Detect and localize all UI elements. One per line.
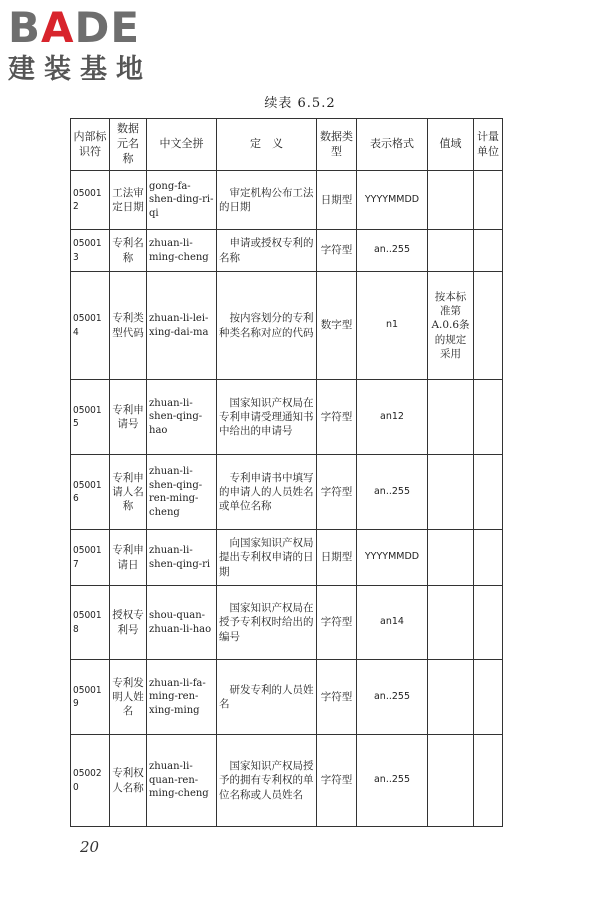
table-row — [71, 455, 503, 530]
cell-definition: 按内容划分的专利种类名称对应的代码 — [217, 272, 317, 380]
cell-range — [428, 230, 474, 272]
cell-unit — [474, 455, 503, 530]
table-row — [71, 735, 503, 827]
cell-pinyin: zhuan-li-lei-xing-dai-ma — [147, 272, 217, 380]
cell-type: 字符型 — [317, 735, 357, 827]
cell-format: YYYYMMDD — [357, 171, 428, 230]
table-title: 续表 6.5.2 — [264, 96, 336, 111]
cell-name: 授权专利号 — [110, 586, 147, 660]
cell-name: 专利申请号 — [110, 380, 147, 455]
cell-pinyin: zhuan-li-shen-qing-hao — [147, 380, 217, 455]
cell-format: an14 — [357, 586, 428, 660]
table-header-row — [71, 119, 503, 171]
cell-definition: 国家知识产权局在专利申请受理通知书中给出的申请号 — [217, 380, 317, 455]
cell-range — [428, 660, 474, 735]
cell-unit — [474, 660, 503, 735]
cell-id: 050018 — [71, 586, 110, 660]
table-row — [71, 660, 503, 735]
cell-type: 字符型 — [317, 455, 357, 530]
cell-type: 字符型 — [317, 660, 357, 735]
cell-definition: 审定机构公布工法的日期 — [217, 171, 317, 230]
cell-name: 专利申请人名称 — [110, 455, 147, 530]
cell-unit — [474, 272, 503, 380]
cell-definition: 向国家知识产权局提出专利权申请的日期 — [217, 530, 317, 586]
cell-definition: 国家知识产权局在授予专利权时给出的编号 — [217, 586, 317, 660]
cell-id: 050015 — [71, 380, 110, 455]
table-row — [71, 171, 503, 230]
cell-id: 050020 — [71, 735, 110, 827]
header-internal-id: 内部标识符 — [71, 119, 110, 171]
cell-format: an..255 — [357, 230, 428, 272]
cell-type: 日期型 — [317, 530, 357, 586]
cell-definition: 国家知识产权局授予的拥有专利权的单位名称或人员姓名 — [217, 735, 317, 827]
cell-type: 字符型 — [317, 380, 357, 455]
cell-format: an..255 — [357, 455, 428, 530]
header-element-name: 数据元名称 — [110, 119, 147, 171]
table-row — [71, 586, 503, 660]
header-unit: 计量单位 — [474, 119, 503, 171]
page-number: 20 — [80, 838, 100, 856]
cell-range — [428, 455, 474, 530]
cell-name: 专利发明人姓名 — [110, 660, 147, 735]
logo-wordmark: BADE — [8, 3, 141, 52]
cell-unit — [474, 171, 503, 230]
cell-pinyin: zhuan-li-ming-cheng — [147, 230, 217, 272]
cell-definition: 申请或授权专利的名称 — [217, 230, 317, 272]
cell-id: 050017 — [71, 530, 110, 586]
cell-format: n1 — [357, 272, 428, 380]
header-pinyin: 中文全拼 — [147, 119, 217, 171]
header-definition: 定 义 — [217, 119, 317, 171]
data-element-table — [70, 118, 503, 827]
cell-type: 日期型 — [317, 171, 357, 230]
cell-name: 工法审定日期 — [110, 171, 147, 230]
cell-range — [428, 586, 474, 660]
cell-pinyin: zhuan-li-shen-qing-ri — [147, 530, 217, 586]
cell-definition: 专利申请书中填写的申请人的人员姓名或单位名称 — [217, 455, 317, 530]
table-row — [71, 380, 503, 455]
cell-name: 专利类型代码 — [110, 272, 147, 380]
cell-type: 字符型 — [317, 230, 357, 272]
cell-range — [428, 380, 474, 455]
cell-pinyin: gong-fa-shen-ding-ri-qi — [147, 171, 217, 230]
cell-unit — [474, 735, 503, 827]
cell-range — [428, 735, 474, 827]
cell-type: 数字型 — [317, 272, 357, 380]
logo-subtitle: 建装基地 — [8, 54, 152, 85]
cell-name: 专利权人名称 — [110, 735, 147, 827]
table-row — [71, 530, 503, 586]
cell-unit — [474, 230, 503, 272]
cell-id: 050016 — [71, 455, 110, 530]
cell-format: an..255 — [357, 660, 428, 735]
cell-name: 专利申请日 — [110, 530, 147, 586]
cell-pinyin: shou-quan-zhuan-li-hao — [147, 586, 217, 660]
cell-unit — [474, 586, 503, 660]
header-format: 表示格式 — [357, 119, 428, 171]
cell-id: 050014 — [71, 272, 110, 380]
cell-id: 050012 — [71, 171, 110, 230]
cell-format: an12 — [357, 380, 428, 455]
cell-type: 字符型 — [317, 586, 357, 660]
cell-pinyin: zhuan-li-fa-ming-ren-xing-ming — [147, 660, 217, 735]
brand-logo — [8, 3, 178, 86]
table-row — [71, 272, 503, 380]
cell-format: YYYYMMDD — [357, 530, 428, 586]
cell-format: an..255 — [357, 735, 428, 827]
cell-id: 050013 — [71, 230, 110, 272]
header-data-type: 数据类型 — [317, 119, 357, 171]
cell-range — [428, 171, 474, 230]
header-value-range: 值域 — [428, 119, 474, 171]
cell-unit — [474, 530, 503, 586]
cell-id: 050019 — [71, 660, 110, 735]
cell-pinyin: zhuan-li-shen-qing-ren-ming-cheng — [147, 455, 217, 530]
cell-range — [428, 530, 474, 586]
cell-pinyin: zhuan-li-quan-ren-ming-cheng — [147, 735, 217, 827]
cell-definition: 研发专利的人员姓名 — [217, 660, 317, 735]
cell-unit — [474, 380, 503, 455]
cell-name: 专利名称 — [110, 230, 147, 272]
cell-range: 按本标准第A.0.6条的规定采用 — [428, 272, 474, 380]
table-row — [71, 230, 503, 272]
